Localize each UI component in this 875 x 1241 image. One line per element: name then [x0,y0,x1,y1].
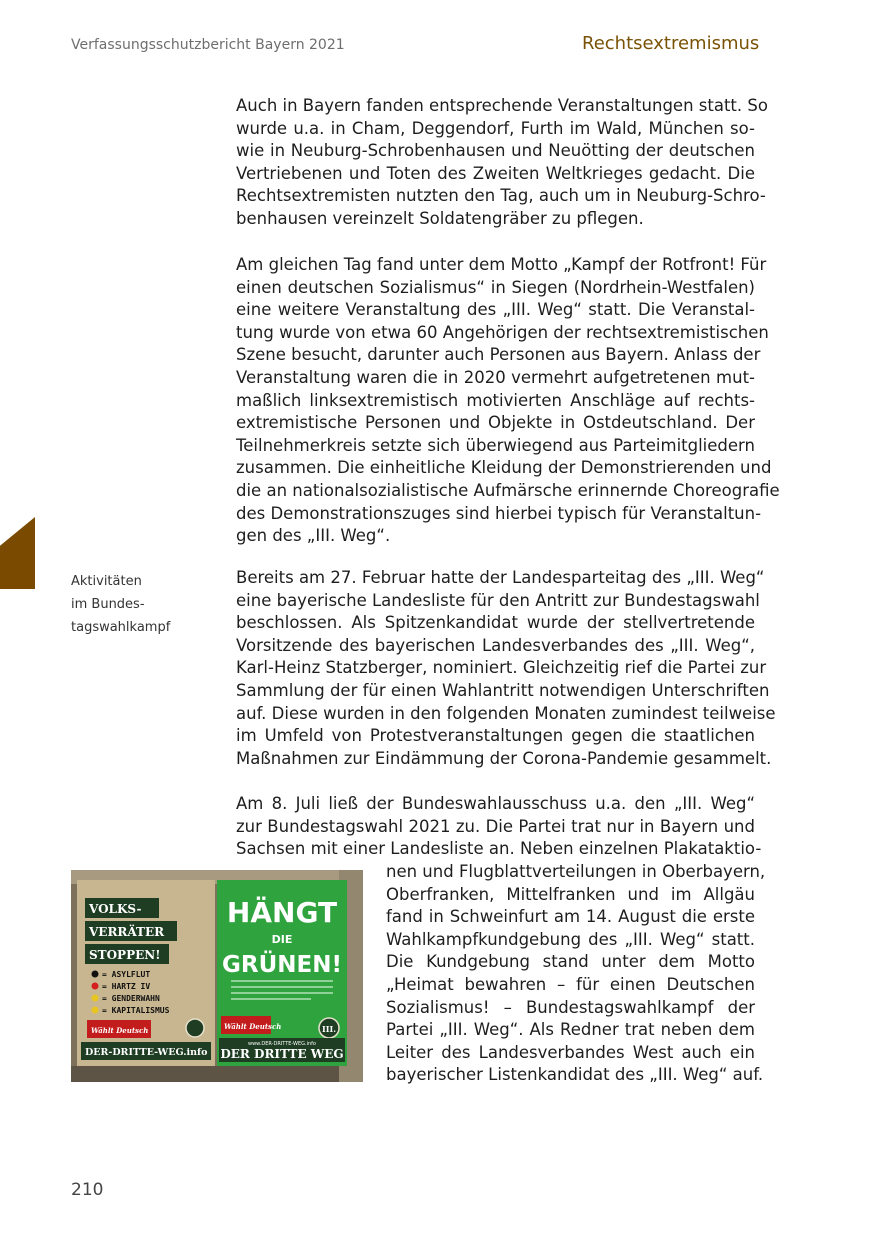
page-number: 210 [71,1180,104,1200]
text-line: Leiter des Landesverbandes West auch ein [386,1042,755,1062]
text-line: maßlich linksextremistisch motivierten Anschläge auf rechts- [236,390,755,410]
legend-label: = ASYLFLUT [102,970,151,979]
legend-dot [92,983,99,990]
margin-note-line: im Bundes- [71,597,145,612]
right-poster-badge: Wählt Deutsch [224,1022,282,1031]
text-line: Auch in Bayern fanden entsprechende Veranstaltungen statt. So [236,96,768,115]
left-poster-url: DER-DRITTE-WEG.info [85,1047,208,1058]
text-line: Am 8. Juli ließ der Bundeswahlausschuss u.a. den „III. Weg“ [236,794,755,813]
text-line: Bereits am 27. Februar hatte der Landesparteitag des „III. Weg“ [236,568,765,587]
header-section-title: Rechtsextremismus [582,33,760,54]
text-line: des Demonstrationszuges sind hierbei typisch für Veranstaltun- [236,503,762,523]
text-line: auf. Diese wurden in den folgenden Monaten zumindest teilweise [236,703,776,723]
text-line: Teilnehmerkreis setzte sich überwiegend aus Parteimitgliedern [236,435,755,455]
text-line: Oberfranken, Mittelfranken und im Allgäu [386,884,755,904]
margin-note [71,570,170,639]
text-line: gen des „III. Weg“. [236,526,391,546]
text-line: eine bayerische Landesliste für den Antritt zur Bundestagswahl [236,590,760,610]
text-line: die an nationalsozialistische Aufmärsche erinnernde Choreografie [236,480,780,500]
legend-label: = GENDERWAHN [102,994,160,1003]
text-line: Szene besucht, darunter auch Personen aus Bayern. Anlass der [236,345,761,365]
text-line: bayerischer Listenkandidat des „III. Weg“ auf. [386,1065,764,1085]
legend-dot [92,995,99,1002]
text-line: Wahlkampfkundgebung des „III. Weg“ statt. [386,929,755,949]
text-line: fand in Schweinfurt am 14. August die erste [386,907,755,927]
left-poster-line: STOPPEN! [89,948,161,962]
margin-note-line: tagswahlkampf [71,620,171,635]
text-line: Sammlung der für einen Wahlantritt notwendigen Unterschriften [236,680,770,700]
left-poster-badge: Wählt Deutsch [91,1026,149,1035]
chapter-tab-marker [0,517,35,589]
text-line: tung wurde von etwa 60 Angehörigen der rechtsextremistischen [236,322,769,342]
legend-label: = KAPITALISMUS [102,1006,170,1015]
text-line: nen und Flugblattverteilungen in Oberbayern, [386,862,766,881]
text-line: wurde u.a. in Cham, Deggendorf, Furth im Wald, München so- [236,118,755,138]
poster-photo [71,870,363,1082]
paragraph-bavarian-events [236,95,768,231]
paragraph-election-admission [236,793,762,861]
text-line: beschlossen. Als Spitzenkandidat wurde der stellvertretende [236,613,755,633]
left-poster-line: VOLKS- [89,902,142,916]
text-line: Veranstaltung waren die in 2020 vermehrt aufgetretenen mut- [236,367,755,387]
party-logo-icon [186,1019,204,1037]
party-logo-text: III. [321,1024,337,1034]
paragraph-party-congress [236,567,776,770]
text-line: extremistische Personen und Objekte in Ostdeutschland. Der [236,413,755,433]
margin-note-line: Aktivitäten [71,574,142,589]
right-poster-url: www.DER-DRITTE-WEG.info [247,1041,317,1047]
right-poster-headline: HÄNGT [226,896,338,929]
text-line: Die Kundgebung stand unter dem Motto [386,952,755,972]
text-line: Rechtsextremisten nutzten den Tag, auch um in Neuburg-Schro- [236,186,766,206]
text-line: einen deutschen Sozialismus“ in Siegen (Nordrhein-Westfalen) [236,277,755,297]
text-line: Sozialismus! – Bundestagswahlkampf der [386,997,755,1017]
text-line: im Umfeld von Protestveranstaltungen gegen die staatlichen [236,726,755,746]
right-poster-brand: DER DRITTE WEG [220,1047,344,1061]
legend-dot [92,1007,99,1014]
legend-label: = HARTZ IV [102,982,151,991]
text-line: Karl-Heinz Statzberger, nominiert. Gleichzeitig rief die Partei zur [236,658,767,678]
header-report-title: Verfassungsschutzbericht Bayern 2021 [71,37,345,53]
right-poster-headline: DIE [271,933,293,946]
paragraph-siegen-rally [236,254,780,548]
right-poster-headline: GRÜNEN! [222,952,342,978]
text-line: wie in Neuburg-Schrobenhausen und Neuötting der deutschen [236,141,755,161]
text-line: Vorsitzende des bayerischen Landesverbandes des „III. Weg“, [236,635,755,655]
text-line: Partei „III. Weg“. Als Redner trat neben dem [386,1020,755,1040]
text-line: benhausen vereinzelt Soldatengräber zu pflegen. [236,208,644,228]
text-line: zusammen. Die einheitliche Kleidung der Demonstrierenden und [236,458,772,478]
left-poster-line: VERRÄTER [89,925,165,939]
text-line: Am gleichen Tag fand unter dem Motto „Kampf der Rotfront! Für [236,255,767,274]
text-line: Sachsen mit einer Landesliste an. Neben einzelnen Plakataktio- [236,839,762,859]
paragraph-campaign-rally [386,861,766,1087]
text-line: „Heimat bewahren – für einen Deutschen [386,974,755,994]
text-line: Maßnahmen zur Eindämmung der Corona-Pandemie gesammelt. [236,748,772,768]
text-line: Vertriebenen und Toten des Zweiten Weltkrieges gedacht. Die [236,163,755,183]
legend-dot [92,971,99,978]
text-line: eine weitere Veranstaltung des „III. Weg“ statt. Die Veranstal- [236,300,755,320]
poster-photo-image [71,870,363,1082]
text-line: zur Bundestagswahl 2021 zu. Die Partei trat nur in Bayern und [236,816,755,836]
